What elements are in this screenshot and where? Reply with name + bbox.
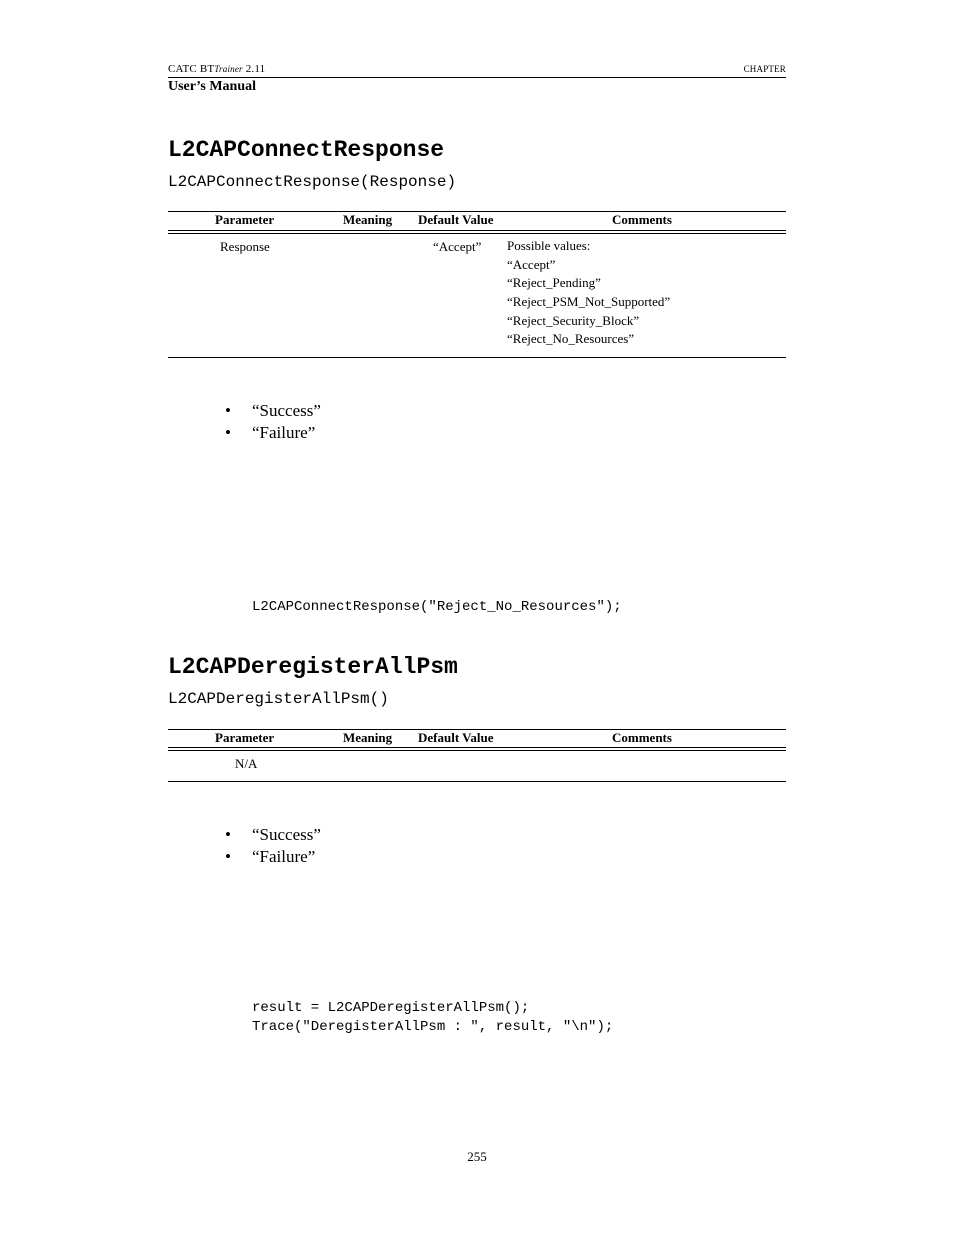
header-rule: [168, 77, 786, 78]
return-value: “Success”: [252, 825, 321, 844]
code-example: result = L2CAPDeregisterAllPsm();: [252, 1000, 530, 1016]
comment-line: “Reject_Pending”: [507, 275, 601, 291]
code-example: Trace("DeregisterAllPsm : ", result, "\n");: [252, 1019, 614, 1035]
col-header-meaning: Meaning: [343, 730, 393, 745]
param-cell: Response: [220, 239, 270, 254]
header-chapter: CHAPTER: [743, 64, 786, 74]
col-header-meaning: Meaning: [343, 212, 393, 227]
bullet-icon: •: [225, 401, 231, 420]
comment-line: “Reject_No_Resources”: [507, 331, 635, 347]
section-title: L2CAPDeregisterAllPsm: [168, 654, 458, 680]
bullet-icon: •: [225, 847, 231, 866]
col-header-parameter: Parameter: [215, 730, 275, 745]
code-example: L2CAPConnectResponse("Reject_No_Resources");: [252, 599, 622, 615]
table-header-rule: [168, 747, 786, 748]
table-header-rule: [168, 230, 786, 231]
comment-line: “Accept”: [507, 256, 556, 272]
param-cell: N/A: [235, 756, 258, 771]
col-header-default: Default Value: [418, 730, 494, 745]
function-signature: L2CAPDeregisterAllPsm(): [168, 690, 389, 708]
table-bottom-rule: [168, 357, 786, 358]
comment-line: Possible values:: [507, 238, 591, 253]
col-header-default: Default Value: [418, 212, 494, 227]
header-subtitle: User’s Manual: [168, 79, 257, 94]
col-header-comments: Comments: [612, 730, 672, 745]
comment-line: “Reject_Security_Block”: [507, 312, 640, 328]
table-header-rule-2: [168, 750, 786, 751]
bullet-icon: •: [225, 423, 231, 442]
table-bottom-rule: [168, 781, 786, 782]
section-title: L2CAPConnectResponse: [168, 137, 445, 163]
table-header-rule-2: [168, 233, 786, 234]
bullet-icon: •: [225, 825, 231, 844]
col-header-comments: Comments: [612, 212, 672, 227]
comment-line: “Reject_PSM_Not_Supported”: [507, 294, 671, 310]
function-signature: L2CAPConnectResponse(Response): [168, 173, 457, 191]
comments-cell: [507, 237, 670, 349]
col-header-parameter: Parameter: [215, 212, 275, 227]
return-value: “Failure”: [252, 847, 316, 866]
return-value: “Failure”: [252, 423, 316, 442]
default-cell: “Accept”: [433, 239, 482, 254]
page-number: 255: [467, 1149, 487, 1164]
header-product: CATC BTTrainer 2.11: [168, 63, 266, 75]
return-value: “Success”: [252, 401, 321, 420]
